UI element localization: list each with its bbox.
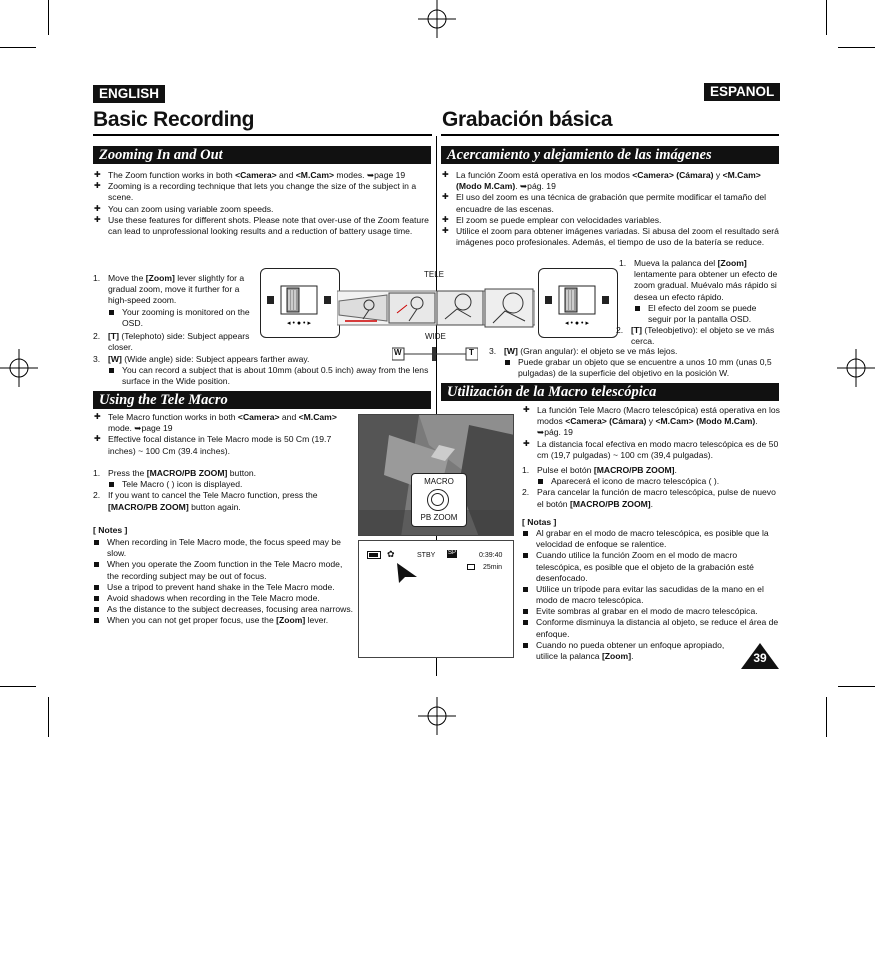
language-tag-spanish: ESPANOL	[704, 83, 780, 101]
svg-text:◂ • ● • ▸: ◂ • ● • ▸	[565, 320, 589, 327]
list-item: 2. If you want to cancel the Tele Macro function, press the [MACRO/PB ZOOM] button again.	[93, 490, 318, 512]
registration-mark	[0, 349, 38, 387]
list-item: ✚ La función Zoom está operativa en los modos <Camera> (Cámara) y <M.Cam> (Modo M.Cam). ➥pág. 19	[441, 170, 781, 192]
list-item: 1. Pulse el botón [MACRO/PB ZOOM]. Aparecerá el icono de macro telescópica ( ).	[522, 465, 781, 487]
list-item: ✚ La función Tele Macro (Macro telescópica) está operativa en los modos <Camera> (Cámara) y <M.Cam> (Modo M.Cam). ➥pág. 19	[522, 405, 781, 439]
notes-list-es	[522, 528, 781, 662]
svg-text:◂ • ● • ▸: ◂ • ● • ▸	[287, 320, 311, 327]
language-tag-english: ENGLISH	[93, 85, 165, 103]
zoom-bullets-es	[441, 170, 781, 248]
osd-stby: STBY	[417, 552, 436, 559]
list-item: Utilice un trípode para evitar las sacudidas de la mano en el modo de macro telescópica.	[522, 584, 781, 606]
crop-mark	[0, 47, 36, 48]
sub-note: Your zooming is monitored on the OSD.	[108, 307, 259, 329]
list-item: ✚ La distancia focal efectiva en modo macro telescópica es de 50 cm (19,7 pulgadas) ~ 100 cm (39,4 pulgadas).	[522, 439, 781, 461]
list-item: ✚ El uso del zoom es una técnica de grabación que permite modificar el tamaño del encuadre de las escenas.	[441, 192, 781, 214]
camera-photo	[358, 414, 514, 536]
tele-bullets-en	[93, 412, 355, 457]
list-item: 3. [W] (Wide angle) side: Subject appears farther away. You can record a subject that is about 10mm (about 0.5 inch) away from the lens surface in the Wide position.	[93, 354, 431, 388]
zoom-lever-right	[538, 268, 618, 338]
t-key: T	[469, 348, 474, 357]
title-rule	[441, 134, 779, 136]
list-item: ✚ Effective focal distance in Tele Macro mode is 50 Cm (19.7 inches) ~ 100 Cm (39.4 inches).	[93, 434, 355, 456]
osd-sp: SP	[448, 550, 457, 556]
list-item: 1. Press the [MACRO/PB ZOOM] button. Tele Macro ( ) icon is displayed.	[93, 468, 355, 490]
pb-zoom-label: PB ZOOM	[420, 513, 458, 522]
sub-note: Puede grabar un objeto que se encuentre a unos 10 mm (unas 0,5 pulgadas) de la superficie del objetivo en la posición W.	[504, 357, 781, 379]
list-item: ✚ The Zoom function works in both <Camera> and <M.Cam> modes. ➥page 19	[93, 170, 431, 181]
registration-mark	[837, 349, 875, 387]
tele-macro-icon: ✿	[387, 549, 395, 559]
page-title-english: Basic Recording	[93, 108, 255, 131]
section-heading-zoom-en: Zooming In and Out	[93, 146, 431, 164]
tele-label: TELE	[424, 270, 445, 279]
list-item: Evite sombras al grabar en el modo de macro telescópica.	[522, 606, 781, 617]
list-item: 1. Mueva la palanca del [Zoom] lentamente para obtener un efecto de zoom gradual. Muévalo más rápido si desea un efecto rápido. El efecto del zoom se puede seguir por la pantalla OSD.	[619, 258, 781, 325]
page-number: 39	[753, 651, 767, 665]
zoom-image-strip	[337, 283, 535, 333]
page-number-badge	[741, 643, 779, 669]
pointer-arrow	[395, 561, 419, 588]
list-item: Avoid shadows when recording in the Tele Macro mode.	[93, 593, 355, 604]
wide-label: WIDE	[425, 332, 446, 341]
section-heading-zoom-es: Acercamiento y alejamiento de las imágenes	[441, 146, 779, 164]
crop-mark	[838, 47, 875, 48]
zoom-lever-left	[260, 268, 340, 338]
list-item: 2. [T] (Telephoto) side: Subject appears closer.	[93, 330, 250, 353]
crop-mark	[826, 0, 827, 35]
list-item: 2. Para cancelar la función de macro telescópica, pulse de nuevo el botón [MACRO/PB ZOOM].	[522, 487, 776, 509]
sub-note: Tele Macro ( ) icon is displayed.	[108, 479, 355, 490]
macro-bullets-es	[522, 405, 781, 461]
macro-label: MACRO	[424, 477, 454, 486]
list-item: ✚ You can zoom using variable zoom speeds.	[93, 204, 431, 215]
zoom-bullets-en	[93, 170, 431, 237]
list-item: ✚ Tele Macro function works in both <Camera> and <M.Cam> mode. ➥page 19	[93, 412, 355, 434]
list-item: When you operate the Zoom function in the Tele Macro mode, the recording subject may be out of focus.	[93, 559, 355, 581]
section-heading-macro-es: Utilización de la Macro telescópica	[441, 383, 779, 401]
zoom-steps-en	[93, 273, 259, 353]
list-item: 2. [T] (Teleobjetivo): el objeto se ve más cerca.	[616, 325, 775, 347]
title-rule	[93, 134, 432, 136]
zoom-steps-es	[616, 258, 781, 347]
notes-label-es: [ Notas ]	[522, 517, 557, 527]
list-item: As the distance to the subject decreases, focusing area narrows.	[93, 604, 355, 615]
registration-mark	[418, 697, 456, 735]
section-heading-tele-en: Using the Tele Macro	[93, 391, 431, 409]
list-item: When you can not get proper focus, use the [Zoom] lever.	[93, 615, 355, 626]
list-item: Cuando no pueda obtener un enfoque apropiado, utilice la palanca [Zoom].	[522, 640, 737, 662]
notes-label-en: [ Notes ]	[93, 525, 128, 535]
list-item: ✚ Use these features for different shots. Please note that over-use of the Zoom feature can lead to unprofessional looking results and a reduction of battery usage time.	[93, 215, 431, 237]
notes-list-en	[93, 537, 355, 626]
list-item: Conforme disminuya la distancia al objeto, se reduce el área de enfoque.	[522, 617, 781, 639]
crop-mark	[826, 697, 827, 737]
page-title-spanish: Grabación básica	[442, 108, 613, 131]
macro-steps-es	[522, 465, 781, 510]
zoom-slider	[392, 345, 478, 363]
list-item: ✚ Utilice el zoom para obtener imágenes variadas. Si abusa del zoom el resultado será imágenes poco profesionales. Además, el tiempo de uso de la batería se reduce.	[441, 226, 781, 248]
battery-icon	[367, 551, 381, 559]
zoom-step3-es	[489, 346, 781, 380]
tape-icon	[467, 564, 475, 570]
list-item: Al grabar en el modo de macro telescópica, es posible que la velocidad de enfoque se ralentice.	[522, 528, 781, 550]
list-item: 1. Move the [Zoom] lever slightly for a gradual zoom, move it further for a high-speed zoom. Your zooming is monitored on the OSD.	[93, 273, 259, 329]
sub-note: You can record a subject that is about 10mm (about 0.5 inch) away from the lens surface in the Wide position.	[108, 365, 431, 387]
crop-mark	[48, 0, 49, 35]
crop-mark	[838, 686, 875, 687]
list-item: ✚ El zoom se puede emplear con velocidades variables.	[441, 215, 781, 226]
registration-mark	[418, 0, 456, 38]
crop-mark	[0, 686, 36, 687]
tele-steps-en	[93, 468, 355, 513]
w-key: W	[394, 348, 402, 357]
sub-note: Aparecerá el icono de macro telescópica ( ).	[537, 476, 781, 487]
osd-remaining: 25min	[483, 564, 503, 571]
osd-time: 0:39:40	[479, 552, 503, 559]
list-item: When recording in Tele Macro mode, the focus speed may be slow.	[93, 537, 355, 559]
crop-mark	[48, 697, 49, 737]
osd-screen	[358, 540, 514, 658]
list-item: 3. [W] (Gran angular): el objeto se ve más lejos. Puede grabar un objeto que se encuentre a unos 10 mm (unas 0,5 pulgadas) de la superficie del objetivo en la posición W.	[489, 346, 781, 380]
macro-pb-zoom-button[interactable]	[427, 489, 449, 511]
list-item: Cuando utilice la función Zoom en el modo de macro telescópica, es posible que el objeto de la grabación esté desenfocado.	[522, 550, 781, 584]
list-item: ✚ Zooming is a recording technique that lets you change the size of the subject in a scene.	[93, 181, 431, 203]
sub-note: El efecto del zoom se puede seguir por la pantalla OSD.	[634, 303, 781, 325]
list-item: Use a tripod to prevent hand shake in the Tele Macro mode.	[93, 582, 355, 593]
